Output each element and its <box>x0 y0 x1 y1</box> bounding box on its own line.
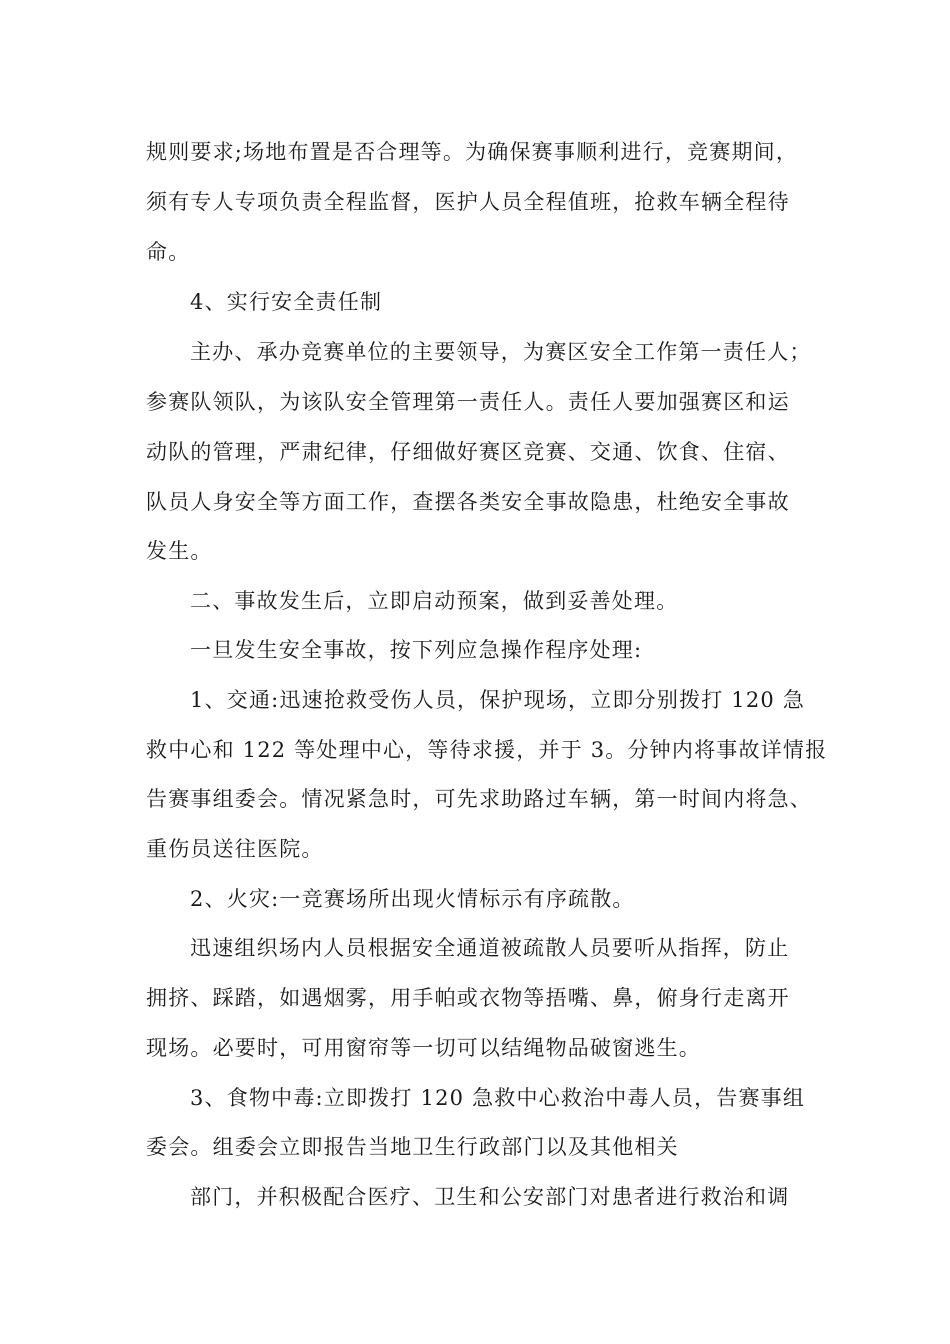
text-line: 部门，并积极配合医疗、卫生和公安部门对患者进行救治和调 <box>190 1185 790 1209</box>
text-line: 现场。必要时，可用窗帘等一切可以结绳物品破窗逃生。 <box>146 1036 701 1060</box>
text-line: 动队的管理，严肃纪律，仔细做好赛区竞赛、交通、饮食、住宿、 <box>146 440 790 464</box>
text-line: 迅速组织场内人员根据安全通道被疏散人员要听从指挥，防止 <box>190 936 790 960</box>
text-line: 救中心和 122 等处理中心，等待求援，并于 3。分钟内将事故详情报 <box>146 738 828 762</box>
section-heading: 二、事故发生后，立即启动预案，做到妥善处理。 <box>190 589 679 613</box>
text-line: 告赛事组委会。情况紧急时，可先求助路过车辆，第一时间内将急、 <box>146 787 812 811</box>
section-heading: 4、实行安全责任制 <box>190 290 383 314</box>
text-line: 1、交通:迅速抢救受伤人员，保护现场，立即分别拨打 120 急 <box>190 688 806 712</box>
text-line: 发生。 <box>146 539 213 563</box>
text-line: 3、食物中毒:立即拨打 120 急救中心救治中毒人员，告赛事组 <box>190 1086 806 1110</box>
text-line: 命。 <box>146 240 191 264</box>
text-line: 2、火灾:一竞赛场所出现火情标示有序疏散。 <box>190 887 635 911</box>
text-line: 一旦发生安全事故，按下列应急操作程序处理: <box>190 638 643 662</box>
text-line: 须有专人专项负责全程监督，医护人员全程值班，抢救车辆全程待 <box>146 190 790 214</box>
text-line: 重伤员送往医院。 <box>146 837 324 861</box>
text-line: 拥挤、踩踏，如遇烟雾，用手帕或衣物等捂嘴、鼻，俯身行走离开 <box>146 986 790 1010</box>
text-line: 参赛队领队，为该队安全管理第一责任人。责任人要加强赛区和运 <box>146 390 790 414</box>
text-line: 规则要求;场地布置是否合理等。为确保赛事顺利进行，竞赛期间， <box>146 140 799 164</box>
text-line: 队员人身安全等方面工作，查摆各类安全事故隐患，杜绝安全事故 <box>146 490 790 514</box>
text-line: 主办、承办竞赛单位的主要领导，为赛区安全工作第一责任人； <box>190 340 812 364</box>
text-line: 委会。组委会立即报告当地卫生行政部门以及其他相关 <box>146 1135 679 1159</box>
